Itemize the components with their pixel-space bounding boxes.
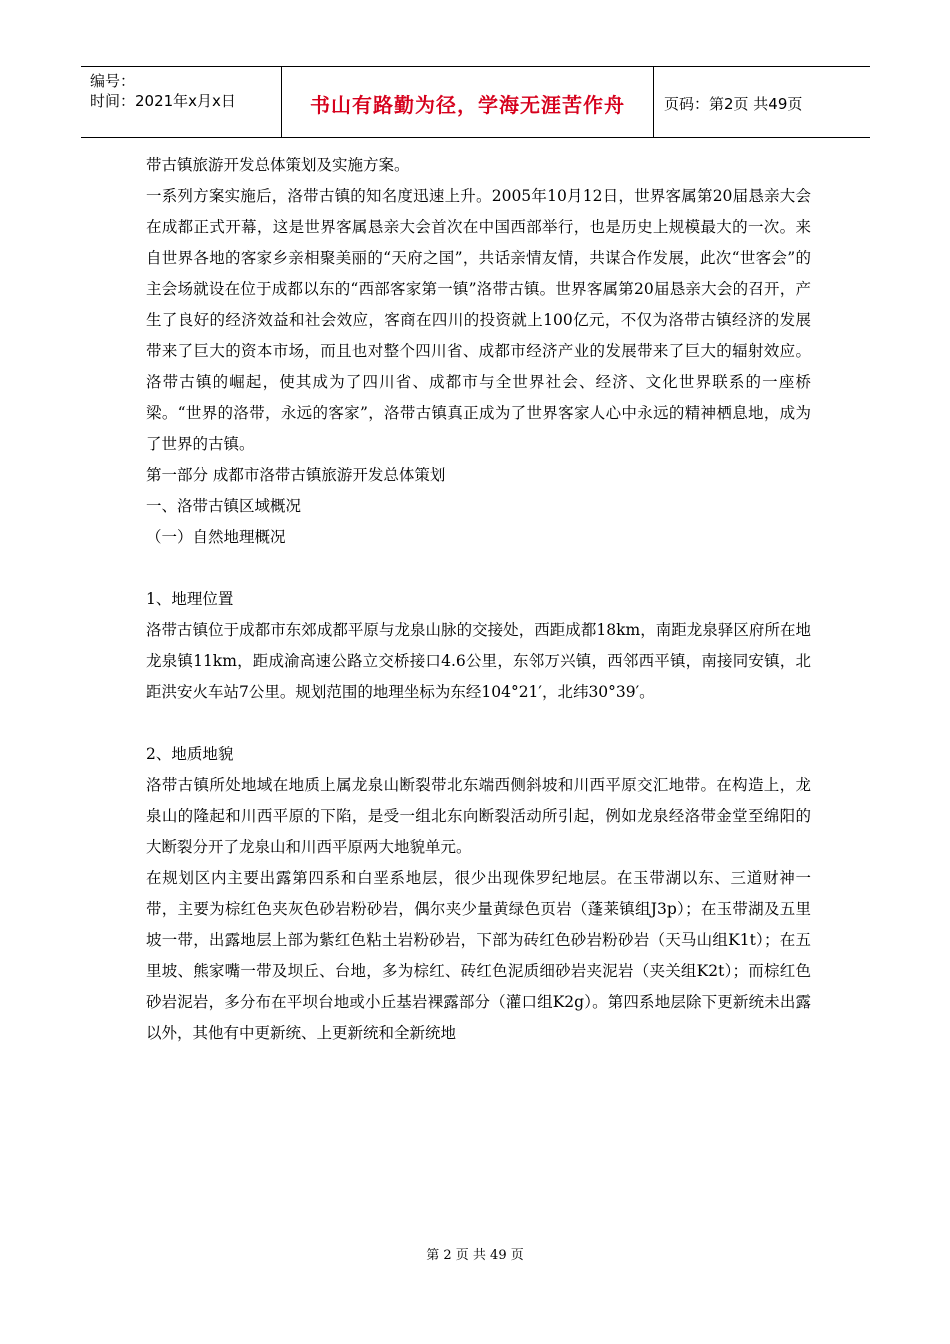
- section-heading: 第一部分 成都市洛带古镇旅游开发总体策划: [146, 466, 446, 484]
- blank-line: [146, 553, 811, 584]
- header-meta-cell: [81, 67, 281, 137]
- document-time-label: 时间：2021年x月x日: [90, 92, 236, 110]
- paragraph: 洛带古镇位于成都市东郊成都平原与龙泉山脉的交接处，西距成都18km，南距龙泉驿区府所在地龙泉镇11km，距成渝高速公路立交桥接口4.6公里，东邻万兴镇，西邻西平镇，南接同安镇，北距洪安火车站7公里。规划范围的地理坐标为东经104°21′，北纬30°39′。: [146, 621, 811, 701]
- page-footer: 第 2 页 共 49 页: [426, 1248, 524, 1263]
- paragraph: 带古镇旅游开发总体策划及实施方案。: [146, 156, 410, 174]
- blank-line: [146, 708, 811, 739]
- header-motto: 书山有路勤为径，学海无涯苦作舟: [310, 93, 625, 117]
- item-heading: 1、地理位置: [146, 590, 234, 608]
- subsection-heading: 一、洛带古镇区域概况: [146, 497, 302, 515]
- document-body: [146, 150, 811, 1049]
- header-motto-cell: [281, 67, 654, 137]
- paragraph: 一系列方案实施后，洛带古镇的知名度迅速上升。2005年10月12日，世界客属第20届恳亲大会在成都正式开幕，这是世界客属恳亲大会首次在中国西部举行，也是历史上规模最大的一次。来自世界各地的客家乡亲相聚美丽的“天府之国”，共话亲情友情，共谋合作发展，此次“世客会”的主会场就设在位于成都以东的“西部客家第一镇”洛带古镇。世界客属第20届恳亲大会的召开，产生了良好的经济效益和社会效应，客商在四川的投资就上100亿元，不仅为洛带古镇经济的发展带来了巨大的资本市场，而且也对整个四川省、成都市经济产业的发展带来了巨大的辐射效应。洛带古镇的崛起，使其成为了四川省、成都市与全世界社会、经济、文化世界联系的一座桥梁。“世界的洛带，永远的客家”，洛带古镇真正成为了世界客家人心中永远的精神栖息地，成为了世界的古镇。: [146, 187, 811, 453]
- subsection-heading: （一）自然地理概况: [146, 528, 286, 546]
- document-code-label: 编号：: [90, 72, 136, 90]
- paragraph: 在规划区内主要出露第四系和白垩系地层，很少出现侏罗纪地层。在玉带湖以东、三道财神一带，主要为棕红色夹灰色砂岩粉砂岩，偶尔夹少量黄绿色页岩（蓬莱镇组J3p）；在玉带湖及五里坡一带，出露地层上部为紫红色粘土岩粉砂岩，下部为砖红色砂岩粉砂岩（天马山组K1t）；在五里坡、熊家嘴一带及坝丘、台地，多为棕红、砖红色泥质细砂岩夹泥岩（夹关组K2t）；而棕红色砂岩泥岩，多分布在平坝台地或小丘基岩裸露部分（灌口组K2g）。第四系地层除下更新统未出露以外，其他有中更新统、上更新统和全新统地: [146, 869, 811, 1042]
- header-page-info: 页码：第2页 共49页: [664, 95, 803, 113]
- page-header: [81, 66, 870, 138]
- header-page-cell: [654, 67, 870, 137]
- item-heading: 2、地质地貌: [146, 745, 234, 763]
- paragraph: 洛带古镇所处地域在地质上属龙泉山断裂带北东端西侧斜坡和川西平原交汇地带。在构造上，龙泉山的隆起和川西平原的下陷，是受一组北东向断裂活动所引起，例如龙泉经洛带金堂至绵阳的大断裂分开了龙泉山和川西平原两大地貌单元。: [146, 776, 811, 856]
